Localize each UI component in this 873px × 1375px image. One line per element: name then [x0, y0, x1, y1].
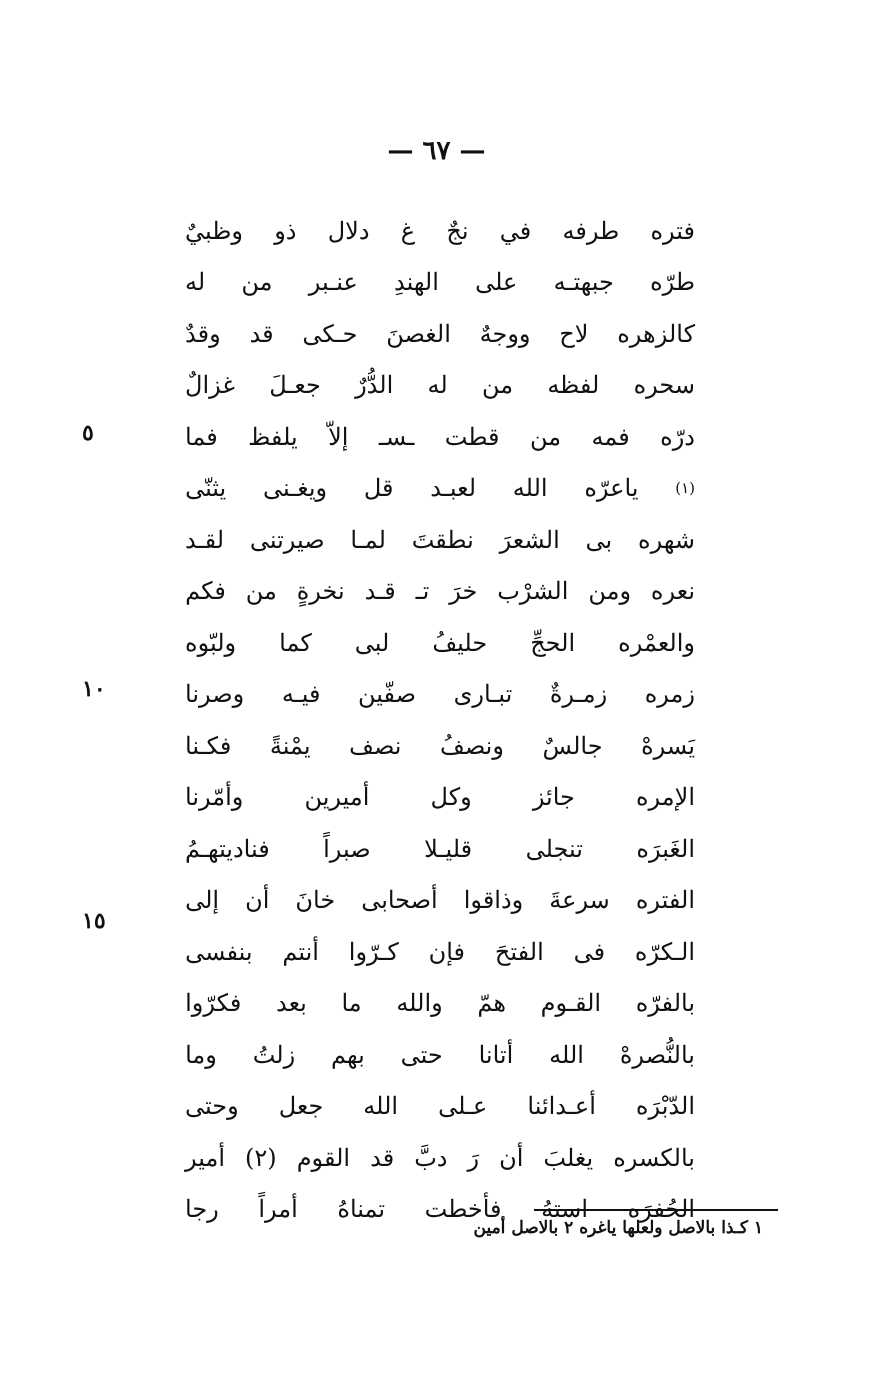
verse-word: شهره: [638, 525, 695, 554]
verse-word: صيرتنى: [249, 525, 325, 554]
footnote-mark: (١): [675, 479, 695, 498]
verse-word: بعد: [275, 989, 307, 1018]
verse-word: من: [245, 577, 277, 606]
verse-word: الشرْب: [497, 577, 569, 606]
verse-line: [185, 1081, 695, 1133]
verse-line: [185, 463, 695, 515]
line-marker-15: ١٥: [82, 908, 106, 934]
verse-line: [185, 772, 695, 824]
verse-word: من: [481, 371, 514, 400]
verse-word: فأخطت: [424, 1195, 502, 1224]
verse-word: حليفُ: [432, 628, 488, 657]
verse-word: عنـبر: [308, 268, 358, 297]
verse-word: تنجلى: [525, 834, 583, 863]
verse-word: على: [475, 268, 518, 297]
verse-word: والعمْره: [618, 628, 695, 657]
verse-word: تبـارى: [453, 680, 513, 709]
verse-word: تـ: [415, 577, 430, 606]
verse-word: فما: [185, 422, 218, 451]
verse-word: غزالٌ: [185, 371, 235, 400]
page-number: — ٦٧ —: [387, 136, 486, 166]
verse-word: صبراً: [323, 834, 371, 863]
verse-word: أن: [499, 1143, 524, 1172]
verse-word: دبَّ: [414, 1143, 448, 1172]
verse-word: تمناهُ: [337, 1195, 386, 1224]
verse-word: الدّبْرَه: [635, 1092, 695, 1121]
verse-word: يغلبَ: [543, 1143, 594, 1172]
verse-word: الشعرَ: [499, 525, 560, 554]
verse-word: لعبـد: [430, 474, 477, 503]
verse-word: أعـدائنا: [527, 1092, 596, 1121]
verse-word: حتى: [400, 1040, 443, 1069]
verse-word: فيـه: [281, 680, 321, 709]
verse-word: بنفسى: [185, 937, 253, 966]
poem: [185, 205, 695, 1235]
verse-word: قد: [370, 1143, 395, 1172]
verse-word: كما: [279, 628, 312, 657]
verse-word: وأمّرنا: [185, 783, 244, 812]
verse-word: جبهتـه: [553, 268, 614, 297]
verse-word: فى: [573, 937, 606, 966]
verse-word: لبى: [354, 628, 390, 657]
verse-word: القـوم: [540, 989, 602, 1018]
verse-word: قطت: [444, 422, 500, 451]
verse-word: الهندِ: [394, 268, 439, 297]
verse-word: نصف: [349, 731, 402, 760]
verse-word: يمْنةً: [269, 731, 311, 760]
verse-line: [185, 823, 695, 875]
verse-line: [185, 360, 695, 412]
footnote: ١ كـذا بالاصل ولعلها ياغره ٢ بالاصل أمين: [473, 1218, 763, 1238]
verse-word: همّ: [477, 989, 506, 1018]
verse-word: له: [427, 371, 448, 400]
verse-line: [185, 1029, 695, 1081]
verse-word: الدُّرٌ: [355, 371, 394, 400]
verse-word: بالفرّه: [635, 989, 695, 1018]
verse-word: الفتحَ: [494, 937, 544, 966]
verse-word: ونصفُ: [440, 731, 504, 760]
verse-word: نعره: [650, 577, 695, 606]
verse-word: صفّين: [358, 680, 417, 709]
verse-word: خانَ: [295, 886, 336, 915]
verse-word: استهُ: [541, 1195, 588, 1224]
verse-word: ذو: [274, 216, 297, 245]
verse-word: عـلى: [438, 1092, 488, 1121]
verse-word: رَ: [467, 1143, 480, 1172]
verse-word: لاح: [559, 319, 589, 348]
verse-word: أتانا: [478, 1040, 514, 1069]
verse-line: [185, 1132, 695, 1184]
verse-word: جائز: [532, 783, 575, 812]
verse-word: الإمره: [635, 783, 695, 812]
verse-word: فكرّوا: [185, 989, 242, 1018]
verse-word: بالكسره: [613, 1143, 695, 1172]
verse-word: ياعرّه: [584, 474, 639, 503]
verse-word: جعـلَ: [269, 371, 321, 400]
verse-word: والله: [396, 989, 443, 1018]
verse-word: يَسرهْ: [641, 731, 695, 760]
verse-word: قل: [363, 474, 394, 503]
verse-word: ويغـنى: [262, 474, 328, 503]
verse-word: الحُفرَه: [627, 1195, 695, 1224]
verse-word: درّه: [660, 422, 695, 451]
verse-word: الحجِّ: [530, 628, 576, 657]
line-marker-10: ١٠: [82, 676, 106, 702]
verse-word: زلتُ: [252, 1040, 296, 1069]
verse-word: كالزهره: [617, 319, 695, 348]
verse-word: القوم: [296, 1143, 351, 1172]
verse-word: أنتم: [282, 937, 319, 966]
verse-word: بالنُّصرهْ: [619, 1040, 695, 1069]
verse-word: لمـا: [350, 525, 386, 554]
verse-word: فتره: [650, 216, 695, 245]
verse-line: [185, 514, 695, 566]
verse-word: إلاّ: [328, 422, 349, 451]
verse-word: وذاقوا: [463, 886, 524, 915]
verse-word: لقـد: [185, 525, 225, 554]
verse-word: جالسٌ: [542, 731, 603, 760]
verse-line: [185, 566, 695, 618]
verse-word: الله: [549, 1040, 584, 1069]
verse-line: [185, 669, 695, 721]
verse-word: قد: [249, 319, 274, 348]
verse-word: الله: [512, 474, 548, 503]
verse-word: نخرةٍ: [296, 577, 345, 606]
verse-word: رجا: [185, 1195, 219, 1224]
verse-word: الله: [363, 1092, 399, 1121]
verse-word: (٢): [245, 1143, 277, 1172]
verse-word: ـسـ: [378, 422, 415, 451]
verse-word: في: [499, 216, 532, 245]
verse-word: الفتره: [635, 886, 695, 915]
verse-word: وظبيٌ: [185, 216, 243, 245]
verse-word: الـكرّه: [634, 937, 695, 966]
verse-line: [185, 308, 695, 360]
verse-word: فإن: [428, 937, 466, 966]
verse-word: فكم: [185, 577, 226, 606]
verse-word: طرفه: [562, 216, 620, 245]
verse-word: وحتى: [185, 1092, 239, 1121]
verse-line: [185, 875, 695, 927]
verse-word: الغصنَ: [386, 319, 451, 348]
verse-word: ما: [341, 989, 362, 1018]
verse-word: قـد: [364, 577, 396, 606]
verse-word: غ: [400, 216, 416, 245]
verse-word: وقدٌ: [185, 319, 221, 348]
line-marker-5: ٥: [82, 420, 94, 446]
verse-word: طرّه: [650, 268, 695, 297]
verse-word: يثنّى: [185, 474, 227, 503]
verse-word: سحره: [633, 371, 695, 400]
verse-word: كـرّوا: [348, 937, 399, 966]
verse-word: فمه: [591, 422, 630, 451]
verse-word: أمراً: [258, 1195, 298, 1224]
verse-word: فكـنا: [185, 731, 232, 760]
verse-line: [185, 617, 695, 669]
verse-word: يلفظ: [248, 422, 298, 451]
verse-word: من: [241, 268, 273, 297]
verse-word: ووجهٌ: [479, 319, 531, 348]
verse-word: زمـرةٌ: [549, 680, 608, 709]
verse-word: دلال: [327, 216, 370, 245]
verse-word: قليـلا: [424, 834, 473, 863]
verse-word: إلى: [185, 886, 220, 915]
verse-line: [185, 257, 695, 309]
verse-word: بى: [585, 525, 613, 554]
verse-word: أميرين: [304, 783, 370, 812]
verse-word: وما: [185, 1040, 217, 1069]
verse-word: ولبّوه: [185, 628, 237, 657]
verse-word: حـكى: [302, 319, 358, 348]
verse-word: بهم: [331, 1040, 365, 1069]
verse-word: من: [529, 422, 562, 451]
verse-line: [185, 978, 695, 1030]
verse-line: [185, 926, 695, 978]
verse-line: [185, 411, 695, 463]
verse-word: أصحابى: [361, 886, 438, 915]
verse-word: وكل: [430, 783, 472, 812]
footnote-rule: [534, 1209, 778, 1211]
verse-word: نطقتَ: [411, 525, 474, 554]
verse-word: فناديتهـمُ: [185, 834, 270, 863]
verse-word: أن: [245, 886, 270, 915]
verse-word: ومن: [588, 577, 632, 606]
verse-word: نجٌ: [446, 216, 469, 245]
verse-word: أمير: [185, 1143, 226, 1172]
verse-line: [185, 720, 695, 772]
verse-word: خرَ: [449, 577, 478, 606]
verse-word: له: [185, 268, 206, 297]
verse-word: سرعةَ: [549, 886, 610, 915]
verse-word: الغَبرَه: [636, 834, 695, 863]
verse-word: وصرنا: [185, 680, 245, 709]
verse-word: لفظه: [547, 371, 600, 400]
verse-line: [185, 205, 695, 257]
verse-word: جعل: [278, 1092, 324, 1121]
verse-word: زمره: [644, 680, 695, 709]
